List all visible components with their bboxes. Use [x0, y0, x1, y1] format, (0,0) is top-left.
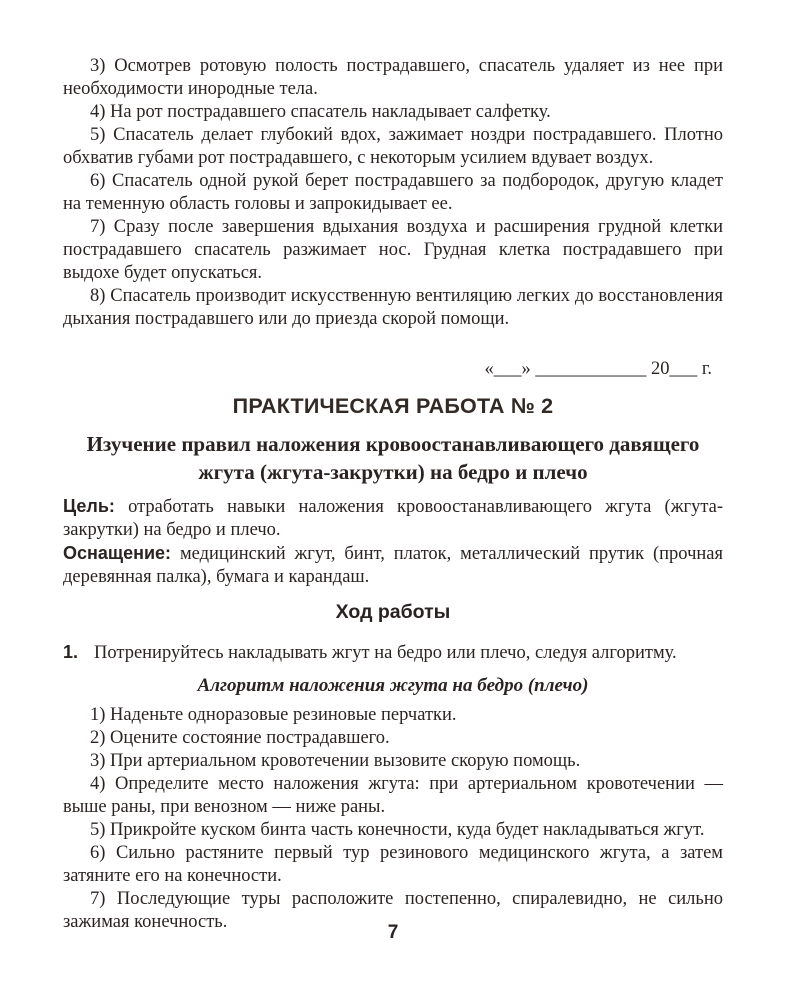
cpr-step-5: 5) Спасатель делает глубокий вдох, зажимает ноздри пострадавшего. Плотно обхватив губами рот пострадавшего, с некоторым усилием вдувает воздух.: [63, 125, 723, 168]
algorithm-step-3: 3) При артериальном кровотечении вызовите скорую помощь.: [90, 751, 581, 771]
algorithm-step-5: 5) Прикройте куском бинта часть конечности, куда будет накладываться жгут.: [90, 820, 705, 840]
algorithm-steps-section: [63, 704, 723, 934]
practical-work-title: ПРАКТИЧЕСКАЯ РАБОТА № 2: [232, 394, 554, 418]
cpr-step-3: 3) Осмотрев ротовую полость пострадавшего, спасатель удаляет из нее при необходимости инородные тела.: [63, 56, 723, 99]
algorithm-step-1: 1) Наденьте одноразовые резиновые перчатки.: [90, 705, 457, 725]
practical-work-subtitle: Изучение правил наложения кровоостанавливающего давящего жгута (жгута-закрутки) на бедро и плечо: [86, 432, 700, 484]
cpr-step-4: 4) На рот пострадавшего спасатель накладывает салфетку.: [90, 102, 551, 122]
cpr-step-8: 8) Спасатель производит искусственную вентиляцию легких до восстановления дыхания пострадавшего или до приезда скорой помощи.: [63, 286, 723, 329]
goal-paragraph: [63, 495, 723, 542]
algorithm-step-2: 2) Оцените состояние пострадавшего.: [90, 728, 390, 748]
equipment-paragraph: [63, 542, 723, 589]
goal-text: отработать навыки наложения кровоостанавливающего жгута (жгута-закрутки) на бедро и плечо.: [63, 497, 723, 540]
task-item-1: [63, 641, 723, 665]
date-line: «___» ____________ 20___ г.: [484, 359, 712, 379]
cpr-step-7: 7) Сразу после завершения вдыхания воздуха и расширения грудной клетки пострадавшего спасатель разжимает нос. Грудная клетка пострадавшего при выдохе будет опускаться.: [63, 217, 723, 283]
cpr-steps-section: [63, 55, 723, 331]
equipment-text: медицинский жгут, бинт, платок, металлический прутик (прочная деревянная палка), бумага и карандаш.: [63, 544, 724, 587]
page-number: 7: [387, 922, 399, 943]
task-text: Потренируйтесь накладывать жгут на бедро или плечо, следуя алгоритму.: [94, 643, 677, 663]
equipment-label: Оснащение:: [63, 543, 172, 563]
work-progress-heading: Ход работы: [335, 601, 451, 623]
cpr-step-6: 6) Спасатель одной рукой берет пострадавшего за подбородок, другую кладет на теменную область головы и запрокидывает ее.: [63, 171, 723, 214]
algorithm-step-7: 7) Последующие туры расположите постепенно, спиралевидно, не сильно зажимая конечность.: [63, 889, 723, 932]
algorithm-heading: Алгоритм наложения жгута на бедро (плечо): [197, 675, 589, 696]
algorithm-step-6: 6) Сильно растяните первый тур резинового медицинского жгута, а затем затяните его на конечности.: [63, 843, 723, 886]
algorithm-step-4: 4) Определите место наложения жгута: при артериальном кровотечении — выше раны, при венозном — ниже раны.: [63, 774, 723, 817]
goal-equipment-section: [63, 495, 723, 589]
goal-label: Цель:: [63, 496, 115, 516]
task-number: 1.: [63, 642, 79, 662]
